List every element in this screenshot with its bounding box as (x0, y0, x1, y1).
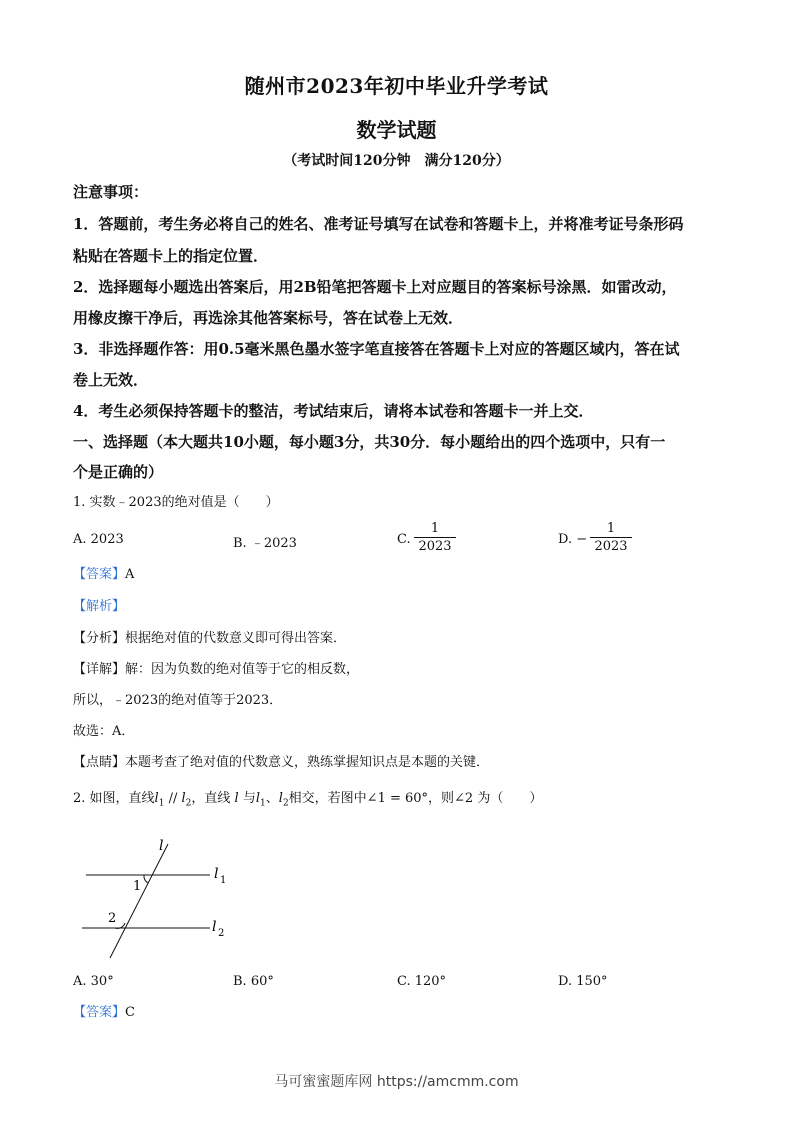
stem-part: 相交，若图中∠1 = 60°，则∠2 为（ ） (288, 791, 543, 806)
section-1-heading-line-1: 一、选择题（本大题共10小题，每小题3分，共30分．每小题给出的四个选项中，只有一 (73, 433, 666, 451)
fenxi-tag: 【分析】 (73, 631, 126, 646)
label-l1-subscript: 1 (220, 875, 227, 886)
notice-item-3-line-2: 卷上无效． (73, 371, 149, 389)
line-l1-letter: l (255, 791, 261, 806)
line-l1-subscript: 1 (158, 798, 165, 809)
line-l2-subscript: 2 (282, 798, 289, 809)
question-1-answer (73, 566, 134, 584)
fraction-numerator: 1 (414, 521, 456, 538)
question-1-option-b: B. ﹣2023 (233, 536, 297, 551)
question-1-fenxi (73, 630, 346, 648)
question-1-stem: 1. 实数﹣2023的绝对值是（ ） (73, 495, 279, 510)
question-2-option-c: C. 120° (397, 974, 447, 989)
question-1-dianjing (73, 754, 489, 772)
question-1-xiangjie (73, 661, 359, 679)
analysis-tag: 【解析】 (73, 599, 126, 614)
stem-part: ，直线 (191, 791, 235, 806)
line-l1-subscript: 1 (260, 798, 266, 809)
fenxi-text: 根据绝对值的代数意义即可得出答案． (125, 631, 347, 646)
question-1-choice-line: 故选：A． (73, 724, 135, 739)
exam-subtitle: 数学试题 (356, 118, 437, 142)
parallel-symbol: // (164, 791, 182, 806)
question-2-answer (73, 1004, 135, 1022)
label-angle-1: 1 (133, 879, 142, 894)
footer-watermark: 马可蜜蜜题库网 https://amcmm.com (274, 1074, 519, 1090)
notice-item-3-line-1: 3．非选择题作答：用0.5毫米黑色墨水签字笔直接答在答题卡上对应的答题区域内，答在试 (73, 340, 680, 358)
question-1-option-c-label: C. (397, 532, 411, 547)
notice-item-2-line-1: 2．选择题每小题选出答案后，用2B铅笔把答题卡上对应题目的答案标号涂黑．如雷改动， (73, 278, 677, 296)
section-1-heading-line-2: 个是正确的） (73, 463, 164, 481)
fraction-numerator: 1 (590, 521, 632, 538)
notice-item-4-line-1: 4．考生必须保持答题卡的整洁，考试结束后，请将本试卷和答题卡一并上交． (73, 402, 594, 420)
exam-title: 随州市2023年初中毕业升学考试 (244, 74, 549, 98)
notice-heading: 注意事项： (73, 183, 149, 201)
fraction-denominator: 2023 (418, 539, 452, 554)
stem-part: 与 (238, 791, 256, 806)
question-2-option-a: A. 30° (73, 974, 114, 989)
label-l: l (159, 838, 164, 854)
question-1-solution-line: 所以，﹣2023的绝对值等于2023． (73, 693, 283, 708)
notice-item-1-line-1: 1．答题前，考生务必将自己的姓名、准考证号填写在试卷和答题卡上，并将准考证号条形码 (73, 215, 684, 233)
line-l2-letter: l (278, 791, 283, 806)
question-1-option-a: A. 2023 (73, 532, 124, 547)
line-l1-letter: l (154, 791, 159, 806)
notice-item-2-line-2: 用橡皮擦干净后，再选涂其他答案标号，答在试卷上无效． (73, 309, 464, 327)
exam-info: （考试时间120分钟 满分120分） (283, 153, 510, 169)
notice-item-1-line-2: 粘贴在答题卡上的指定位置． (73, 247, 269, 265)
label-l1: l (214, 866, 219, 882)
question-1-analysis-tag (73, 598, 125, 616)
line-l-letter: l (234, 791, 239, 806)
stem-part: 、 (265, 791, 279, 806)
answer-value: C (125, 1005, 135, 1020)
question-2-figure (70, 830, 250, 965)
question-1-option-d-label: D. − (558, 532, 588, 547)
question-1-option-c-fraction (414, 521, 456, 554)
line-l (110, 844, 168, 958)
answer-value: A (125, 567, 135, 582)
dianjing-tag: 【点睛】 (73, 755, 126, 770)
question-2-option-b: B. 60° (233, 974, 274, 989)
label-angle-2: 2 (108, 911, 117, 926)
fraction-denominator: 2023 (594, 539, 628, 554)
xiangjie-tag: 【详解】 (73, 662, 126, 677)
answer-tag: 【答案】 (73, 1005, 126, 1020)
stem-part: 2. 如图，直线 (73, 791, 155, 806)
question-2-option-d: D. 150° (558, 974, 608, 989)
xiangjie-text: 解：因为负数的绝对值等于它的相反数， (125, 662, 360, 677)
label-l2: l (212, 919, 217, 935)
angle-1-arc (144, 875, 148, 883)
dianjing-text: 本题考查了绝对值的代数意义，熟练掌握知识点是本题的关键． (125, 755, 490, 770)
question-1-option-d-fraction (590, 521, 632, 554)
answer-tag: 【答案】 (73, 567, 126, 582)
line-l2-letter: l (181, 791, 186, 806)
question-2-stem (73, 790, 542, 813)
line-l2-subscript: 2 (185, 798, 192, 809)
label-l2-subscript: 2 (218, 928, 225, 939)
